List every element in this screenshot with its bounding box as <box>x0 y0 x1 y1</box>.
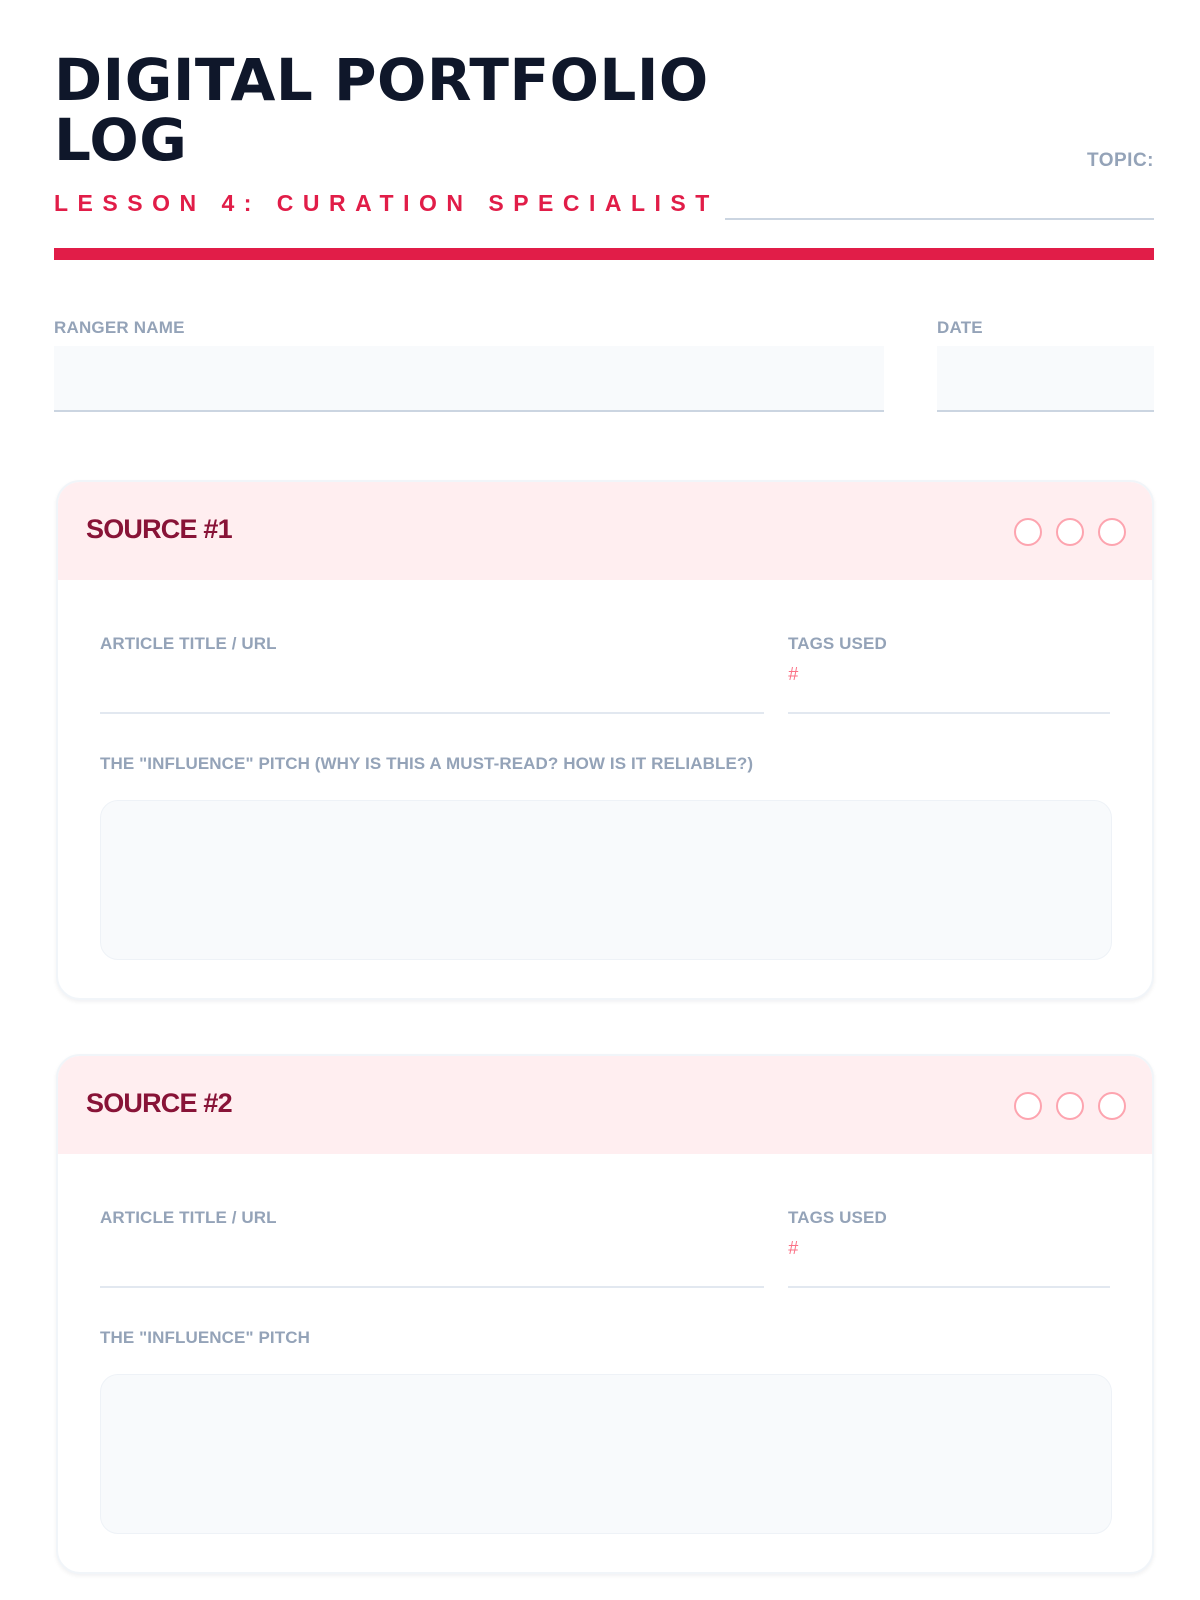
article-title-field[interactable] <box>100 1286 764 1288</box>
source-card-header <box>58 482 1152 580</box>
pitch-textarea[interactable] <box>100 800 1112 960</box>
page-title <box>54 46 754 174</box>
date-label: DATE <box>937 318 983 337</box>
title-line-2: LOG <box>54 106 188 174</box>
pitch-label: THE "INFLUENCE" PITCH <box>100 1328 310 1347</box>
tags-used-label: TAGS USED <box>788 634 887 653</box>
topic-input-line[interactable] <box>725 218 1154 220</box>
tags-used-label: TAGS USED <box>788 1208 887 1227</box>
article-title-field[interactable] <box>100 712 764 714</box>
ranger-name-field[interactable] <box>54 346 884 412</box>
article-title-label: ARTICLE TITLE / URL <box>100 634 277 653</box>
tags-used-field[interactable] <box>788 1286 1110 1288</box>
topic-label: TOPIC: <box>1086 150 1154 171</box>
hash-icon: # <box>788 1238 799 1258</box>
ranger-name-label: RANGER NAME <box>54 318 185 337</box>
date-field[interactable] <box>937 346 1154 412</box>
source-title: SOURCE #2 <box>86 1088 232 1118</box>
rating-circles <box>1014 1092 1126 1120</box>
source-card-header <box>58 1056 1152 1154</box>
title-line-1: DIGITAL PORTFOLIO <box>54 46 709 114</box>
source-title: SOURCE #1 <box>86 514 232 544</box>
hash-icon: # <box>788 664 799 684</box>
source-card-2 <box>56 1054 1154 1574</box>
rating-circle-3[interactable] <box>1098 1092 1126 1120</box>
rating-circle-1[interactable] <box>1014 1092 1042 1120</box>
article-title-label: ARTICLE TITLE / URL <box>100 1208 277 1227</box>
header-divider <box>54 248 1154 260</box>
rating-circles <box>1014 518 1126 546</box>
rating-circle-1[interactable] <box>1014 518 1042 546</box>
rating-circle-3[interactable] <box>1098 518 1126 546</box>
tags-used-field[interactable] <box>788 712 1110 714</box>
rating-circle-2[interactable] <box>1056 518 1084 546</box>
pitch-textarea[interactable] <box>100 1374 1112 1534</box>
rating-circle-2[interactable] <box>1056 1092 1084 1120</box>
lesson-subtitle: LESSON 4: CURATION SPECIALIST <box>54 190 719 216</box>
pitch-label: THE "INFLUENCE" PITCH (WHY IS THIS A MUST-READ? HOW IS IT RELIABLE?) <box>100 754 754 773</box>
worksheet-page <box>54 0 1154 1600</box>
source-card-1 <box>56 480 1154 1000</box>
